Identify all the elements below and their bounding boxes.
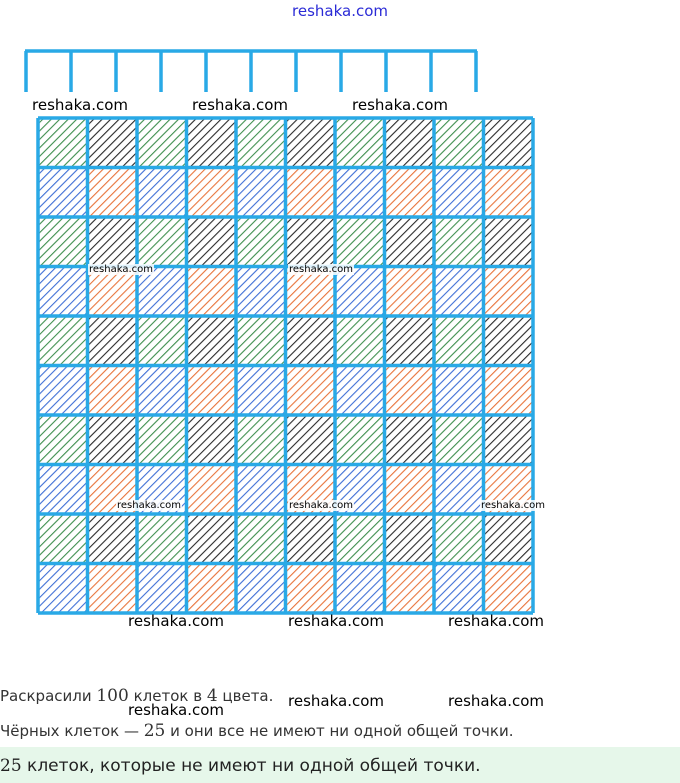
grid-cell-orange: [385, 267, 435, 317]
solution-line-2: [0, 721, 514, 741]
grid-cell-black: [88, 514, 138, 564]
watermark: reshaka.com: [289, 264, 353, 275]
grid-cell-green: [335, 316, 385, 366]
grid-cell-blue: [335, 366, 385, 416]
answer-suffix: клеток, которые не имеют ни одной общей точки.: [21, 756, 481, 776]
watermark: reshaka.com: [192, 96, 288, 114]
grid-cell-green: [335, 217, 385, 267]
grid-cell-black: [286, 118, 336, 168]
grid-cell-black: [385, 217, 435, 267]
line2-prefix: Чёрных клеток —: [0, 722, 144, 740]
line1-suffix: цвета.: [217, 687, 274, 705]
grid-cell-black: [286, 316, 336, 366]
grid-cell-orange: [484, 168, 534, 218]
grid-cell-green: [335, 415, 385, 465]
grid-cell-orange: [385, 564, 435, 614]
grid-cell-green: [236, 217, 286, 267]
grid-cell-green: [236, 316, 286, 366]
grid-cell-black: [385, 118, 435, 168]
grid-cell-blue: [38, 366, 88, 416]
watermark: reshaka.com: [128, 701, 224, 719]
grid-cell-blue: [335, 564, 385, 614]
watermark: reshaka.com: [352, 96, 448, 114]
grid-cell-green: [38, 217, 88, 267]
watermark: reshaka.com: [117, 500, 181, 511]
grid-cell-orange: [187, 267, 237, 317]
grid-cell-black: [88, 316, 138, 366]
grid-cell-black: [187, 217, 237, 267]
grid-cell-orange: [286, 366, 336, 416]
grid-cell-blue: [137, 168, 187, 218]
grid-cell-blue: [236, 267, 286, 317]
watermark: reshaka.com: [288, 612, 384, 630]
grid-cell-black: [286, 514, 336, 564]
grid-cell-blue: [434, 465, 484, 515]
grid-cell-orange: [88, 168, 138, 218]
grid-cell-green: [236, 118, 286, 168]
grid-cell-orange: [88, 564, 138, 614]
grid-cell-black: [484, 514, 534, 564]
grid-cell-blue: [137, 366, 187, 416]
grid-cell-black: [88, 217, 138, 267]
grid-cell-blue: [38, 267, 88, 317]
grid-cell-green: [236, 514, 286, 564]
grid-cell-blue: [335, 168, 385, 218]
watermark: reshaka.com: [481, 500, 545, 511]
grid-cell-orange: [385, 465, 435, 515]
grid-cell-orange: [187, 465, 237, 515]
grid-cell-green: [137, 316, 187, 366]
watermark: reshaka.com: [32, 96, 128, 114]
grid-cell-orange: [286, 564, 336, 614]
grid-cell-green: [434, 415, 484, 465]
line1-number-100: 100: [96, 686, 129, 706]
grid-cell-blue: [137, 564, 187, 614]
grid-cell-black: [286, 415, 336, 465]
grid-cell-black: [385, 316, 435, 366]
grid-cell-green: [137, 415, 187, 465]
grid-cell-green: [434, 217, 484, 267]
grid-cell-black: [187, 118, 237, 168]
grid-cell-black: [88, 118, 138, 168]
watermark: reshaka.com: [448, 612, 544, 630]
watermark: reshaka.com: [289, 500, 353, 511]
grid-cell-blue: [236, 564, 286, 614]
grid-cell-black: [187, 514, 237, 564]
line2-suffix: и они все не имеют ни одной общей точки.: [165, 722, 514, 740]
line1-prefix: Раскрасили: [0, 687, 97, 705]
grid-cell-green: [434, 316, 484, 366]
grid-cell-blue: [236, 168, 286, 218]
grid-cell-blue: [38, 564, 88, 614]
grid-cell-orange: [88, 366, 138, 416]
grid-cell-orange: [484, 366, 534, 416]
grid-cell-orange: [385, 168, 435, 218]
grid-cell-green: [38, 415, 88, 465]
grid-cell-green: [137, 118, 187, 168]
grid-cell-orange: [385, 366, 435, 416]
grid-cell-blue: [434, 564, 484, 614]
grid-cell-black: [484, 118, 534, 168]
line1-middle: клеток в: [128, 687, 207, 705]
grid-cell-black: [88, 415, 138, 465]
grid-cell-green: [38, 514, 88, 564]
grid-cell-orange: [187, 564, 237, 614]
grid-cell-green: [335, 118, 385, 168]
grid-cell-black: [484, 217, 534, 267]
grid-cell-black: [385, 514, 435, 564]
grid-cell-green: [137, 217, 187, 267]
grid-cell-black: [385, 415, 435, 465]
grid-cell-blue: [236, 366, 286, 416]
grid-cell-blue: [434, 267, 484, 317]
ruler-comb: [25, 51, 477, 92]
answer-line: [0, 756, 481, 776]
grid-cell-green: [137, 514, 187, 564]
watermark: reshaka.com: [89, 264, 153, 275]
grid-cell-black: [484, 316, 534, 366]
grid-cell-black: [484, 415, 534, 465]
grid-cell-blue: [434, 168, 484, 218]
grid-cell-orange: [484, 564, 534, 614]
grid-cell-black: [187, 316, 237, 366]
grid-cell-blue: [38, 465, 88, 515]
grid-cell-black: [187, 415, 237, 465]
grid-cell-blue: [236, 465, 286, 515]
grid-cell-green: [236, 415, 286, 465]
grid-cell-orange: [484, 267, 534, 317]
line2-number-25: 25: [143, 721, 166, 741]
grid-cell-green: [38, 316, 88, 366]
line1-number-4: 4: [206, 686, 218, 706]
grid-cell-blue: [38, 168, 88, 218]
watermark: reshaka.com: [288, 692, 384, 710]
watermark: reshaka.com: [448, 692, 544, 710]
watermark: reshaka.com: [128, 612, 224, 630]
grid-cell-orange: [187, 366, 237, 416]
grid-cell-blue: [434, 366, 484, 416]
grid-cell-green: [434, 118, 484, 168]
watermark-top: reshaka.com: [292, 2, 388, 20]
answer-number-25: 25: [0, 756, 22, 776]
grid-cell-orange: [286, 168, 336, 218]
grid-cell-orange: [187, 168, 237, 218]
grid-cell-green: [335, 514, 385, 564]
grid-cell-black: [286, 217, 336, 267]
grid-cell-green: [434, 514, 484, 564]
grid-cell-green: [38, 118, 88, 168]
